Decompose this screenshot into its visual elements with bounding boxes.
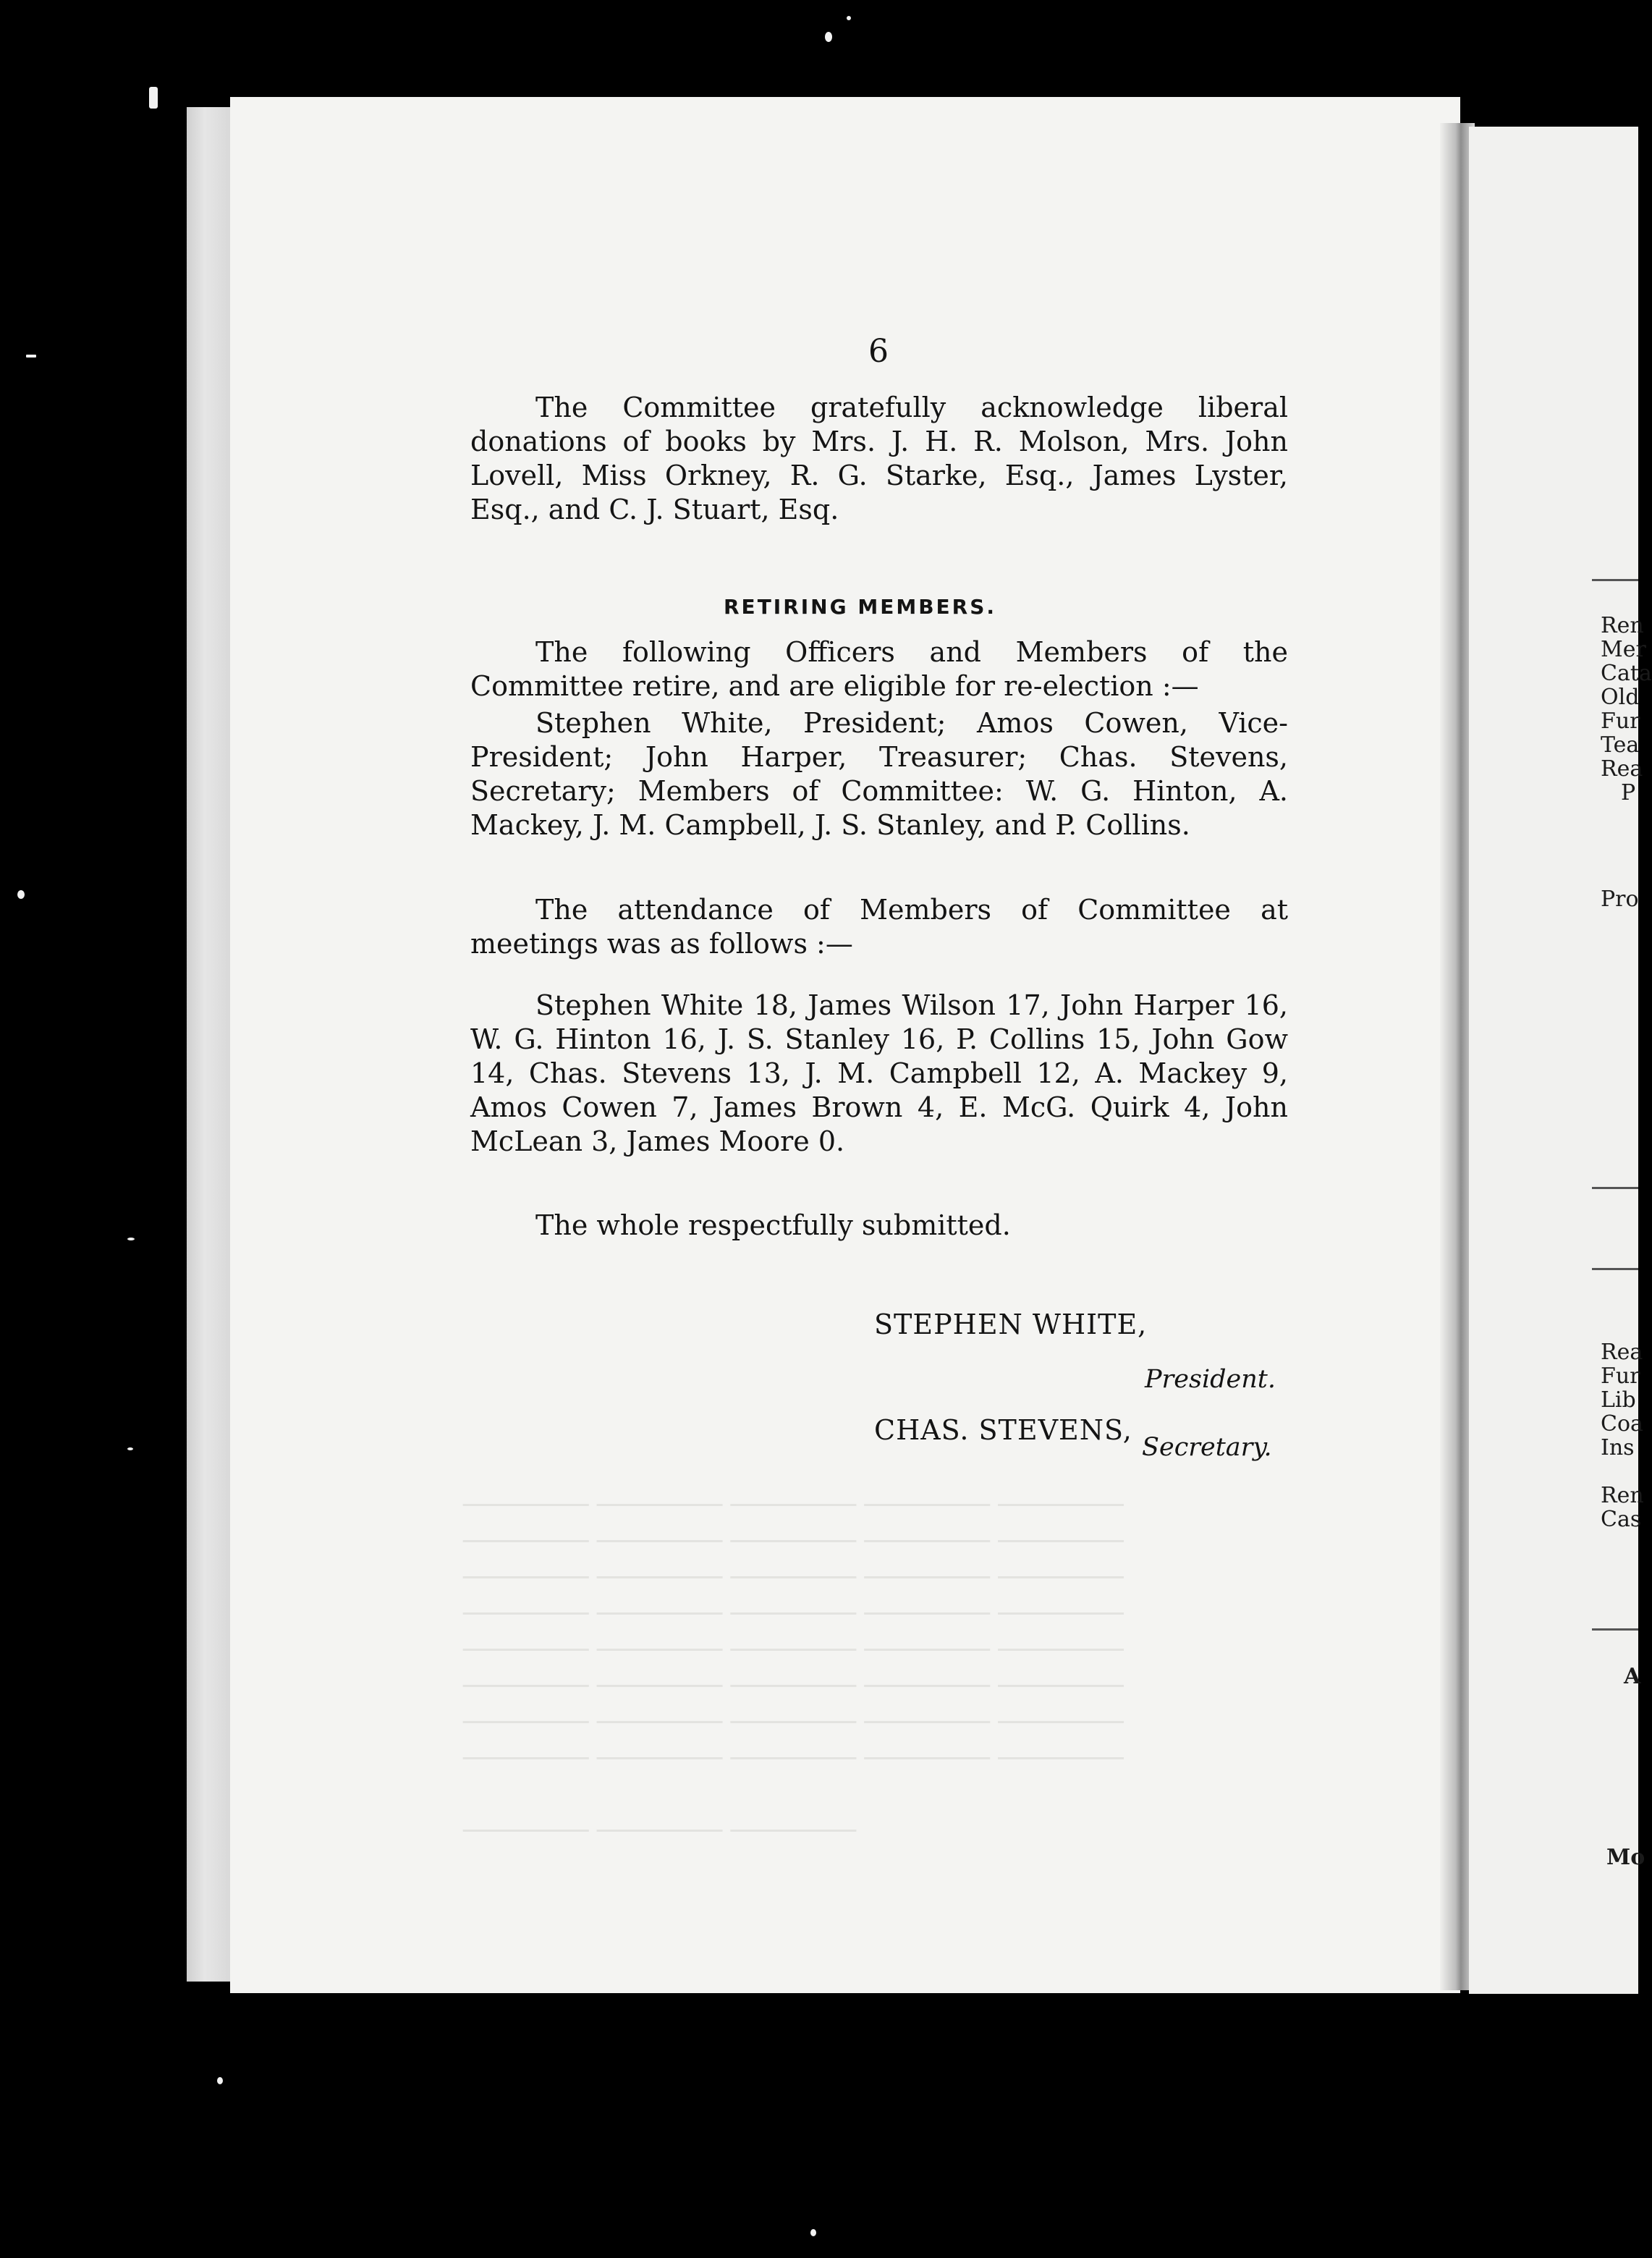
- dust-speck: [127, 1238, 135, 1240]
- secretary-signature: CHAS. STEVENS,: [874, 1414, 1132, 1446]
- bleed-through-line: ──────── ──────── ──────── ──────── ────────: [463, 1563, 1124, 1593]
- dust-speck: [26, 355, 36, 358]
- dust-speck: [810, 2229, 816, 2236]
- bleed-through-line: ──────── ──────── ──────── ──────── ────────: [463, 1636, 1124, 1665]
- retiring-list-paragraph: Stephen White, President; Amos Cowen, Vice-President; John Harper, Treasurer; Chas. Stevens, Secretary; Members of Committee: W. G. Hinton, A. Mackey, J. M. Campbell, J. S. Stanley, and P. Collins.: [470, 707, 1288, 841]
- facing-fragment: Lib: [1601, 1387, 1636, 1413]
- page-stack-edge: [187, 107, 232, 1982]
- facing-fragment: Ins: [1601, 1435, 1635, 1460]
- president-title: President.: [1145, 1365, 1276, 1394]
- dust-speck: [217, 2077, 223, 2084]
- dust-speck: [149, 87, 158, 109]
- bleed-through-line: ──────── ──────── ──────── ──────── ────────: [463, 1599, 1124, 1629]
- facing-page-rule: [1592, 1628, 1638, 1631]
- bleed-through-line: ──────── ──────── ──────── ──────── ────────: [463, 1672, 1124, 1701]
- dust-speck: [127, 1447, 133, 1450]
- facing-fragment: Ren: [1601, 1483, 1644, 1508]
- retiring-intro-paragraph: The following Officers and Members of the Committee retire, and are eligible for re-election :—: [470, 636, 1288, 702]
- facing-page-rule: [1592, 1268, 1638, 1270]
- bleed-through-line: ──────── ──────── ──────── ──────── ────────: [463, 1491, 1124, 1521]
- facing-page-rule: [1592, 1187, 1638, 1189]
- facing-fragment: Fur: [1601, 1363, 1640, 1389]
- facing-fragment: A: [1624, 1664, 1641, 1689]
- section-heading: RETIRING MEMBERS.: [724, 595, 997, 619]
- closing-line: The whole respectfully submitted.: [535, 1209, 1011, 1241]
- facing-page-rule: [1592, 579, 1638, 581]
- president-signature: STEPHEN WHITE,: [874, 1308, 1148, 1340]
- bleed-through-line: ──────── ──────── ──────── ──────── ────────: [463, 1527, 1124, 1557]
- facing-fragment: Fur: [1601, 709, 1640, 734]
- bleed-through-line: ──────── ──────── ──────── ──────── ────────: [463, 1744, 1124, 1774]
- facing-fragment: Cata: [1601, 661, 1652, 686]
- facing-fragment: Coa: [1601, 1411, 1643, 1437]
- facing-page: [1469, 127, 1641, 1994]
- facing-fragment: Ren: [1601, 613, 1644, 638]
- attendance-intro-paragraph: The attendance of Members of Committee at meetings was as follows :—: [470, 894, 1288, 960]
- facing-fragment: Cas: [1601, 1507, 1642, 1532]
- attendance-list-paragraph: Stephen White 18, James Wilson 17, John Harper 16, W. G. Hinton 16, J. S. Stanley 16, P. Collins 15, John Gow 14, Chas. Stevens 13, J. M. Campbell 12, A. Mackey 9, Amos Cowen 7, James Brown 4, E. McG. Quirk 4, John McLean 3, James Moore 0.: [470, 989, 1288, 1157]
- facing-fragment: Rea: [1601, 756, 1643, 782]
- facing-fragment: Pro: [1601, 887, 1639, 912]
- dust-speck: [17, 890, 25, 899]
- facing-fragment: Mo: [1606, 1845, 1645, 1870]
- donations-paragraph: The Committee gratefully acknowledge liberal donations of books by Mrs. J. H. R. Molson, Mrs. John Lovell, Miss Orkney, R. G. Starke, Esq., James Lyster, Esq., and C. J. Stuart, Esq.: [470, 392, 1288, 525]
- facing-fragment: Mer: [1601, 637, 1646, 662]
- facing-fragment: Old: [1601, 685, 1640, 710]
- dust-speck: [825, 32, 832, 42]
- page-number: 6: [868, 333, 889, 370]
- bleed-through-line: ──────── ──────── ──────── ──────── ────────: [463, 1708, 1124, 1738]
- facing-fragment: P: [1621, 780, 1636, 805]
- secretary-title: Secretary.: [1142, 1433, 1272, 1462]
- facing-fragment: Tea: [1601, 732, 1640, 758]
- bleed-through-line: ──────── ──────── ────────: [463, 1817, 857, 1846]
- facing-fragment: Rea: [1601, 1340, 1643, 1365]
- dust-speck: [847, 16, 851, 20]
